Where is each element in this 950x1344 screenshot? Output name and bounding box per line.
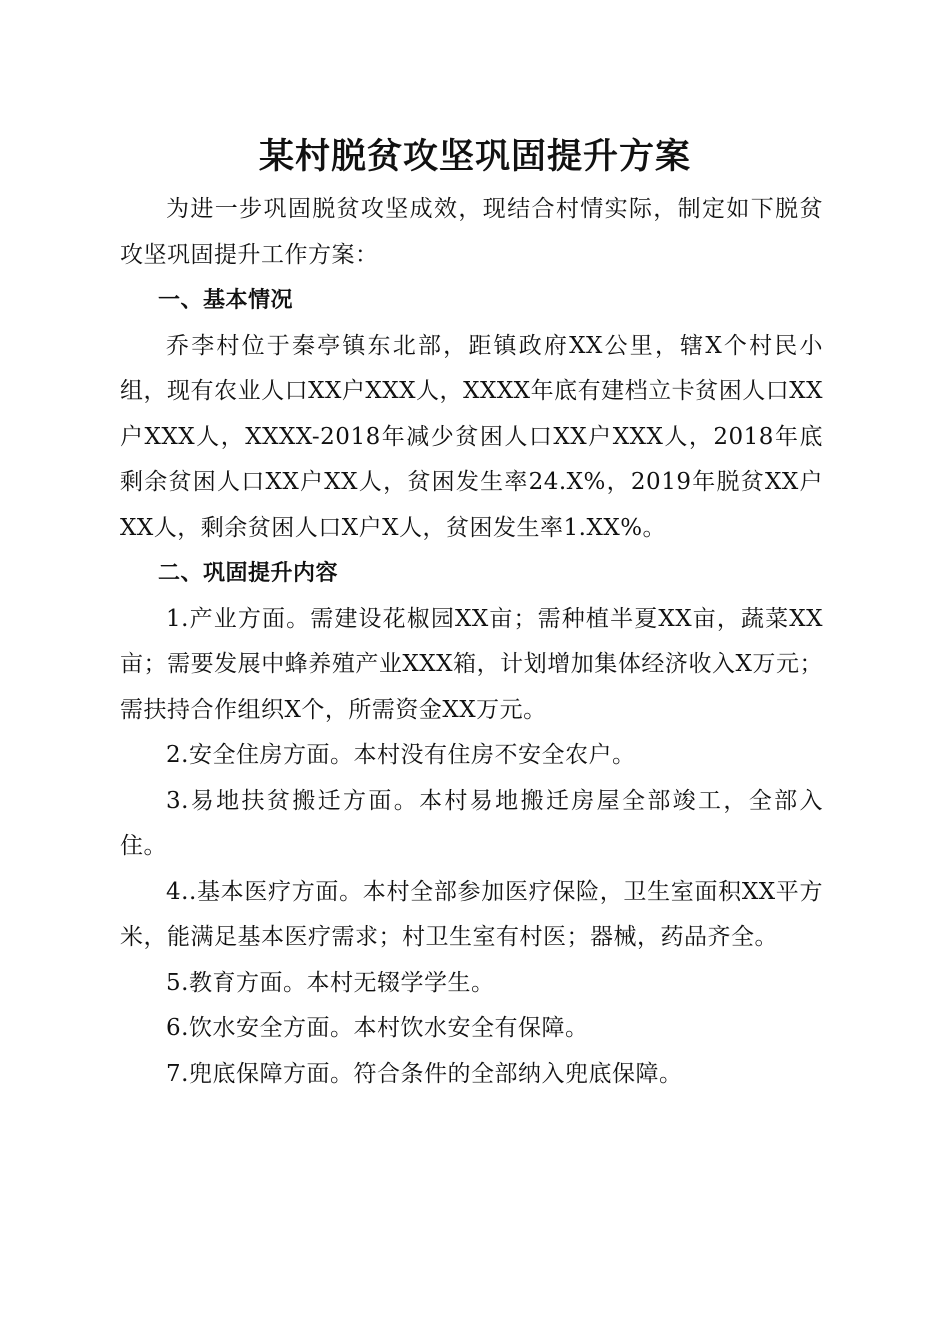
basic-situation-paragraph: 乔李村位于秦亭镇东北部，距镇政府XX公里，辖X个村民小组，现有农业人口XX户XXX人，XXXX年底有建档立卡贫困人口XX户XXX人，XXXX-2018年减少贫困人口XX户XXX人，2018年底剩余贫困人口XX户XX人，贫困发生率24.X%，2019年脱贫XX户XX人，剩余贫困人口X户X人，贫困发生率1.XX%。	[120, 332, 823, 541]
list-item-education: 5.教育方面。本村无辍学学生。	[166, 969, 495, 996]
list-item-industry: 1.产业方面。需建设花椒园XX亩；需种植半夏XX亩，蔬菜XX亩；需要发展中蜂养殖产业XXX箱，计划增加集体经济收入X万元；需扶持合作组织X个，所需资金XX万元。	[120, 605, 823, 723]
list-item-relocation: 3.易地扶贫搬迁方面。本村易地搬迁房屋全部竣工，全部入住。	[120, 787, 823, 859]
section-heading-consolidation-content: 二、巩固提升内容	[158, 561, 339, 586]
section-heading-basic-situation: 一、基本情况	[158, 288, 294, 313]
intro-paragraph: 为进一步巩固脱贫攻坚成效，现结合村情实际，制定如下脱贫攻坚巩固提升工作方案：	[120, 196, 823, 268]
list-item-drinking-water: 6.饮水安全方面。本村饮水安全有保障。	[166, 1015, 589, 1041]
document-body	[120, 187, 823, 1097]
document-title: 某村脱贫攻坚巩固提升方案	[258, 136, 691, 177]
list-item-housing: 2.安全住房方面。本村没有住房不安全农户。	[166, 742, 636, 768]
list-item-social-security: 7.兜底保障方面。符合条件的全部纳入兜底保障。	[166, 1060, 683, 1087]
list-item-medical: 4..基本医疗方面。本村全部参加医疗保险，卫生室面积XX平方米，能满足基本医疗需求；村卫生室有村医；器械，药品齐全。	[120, 878, 823, 950]
